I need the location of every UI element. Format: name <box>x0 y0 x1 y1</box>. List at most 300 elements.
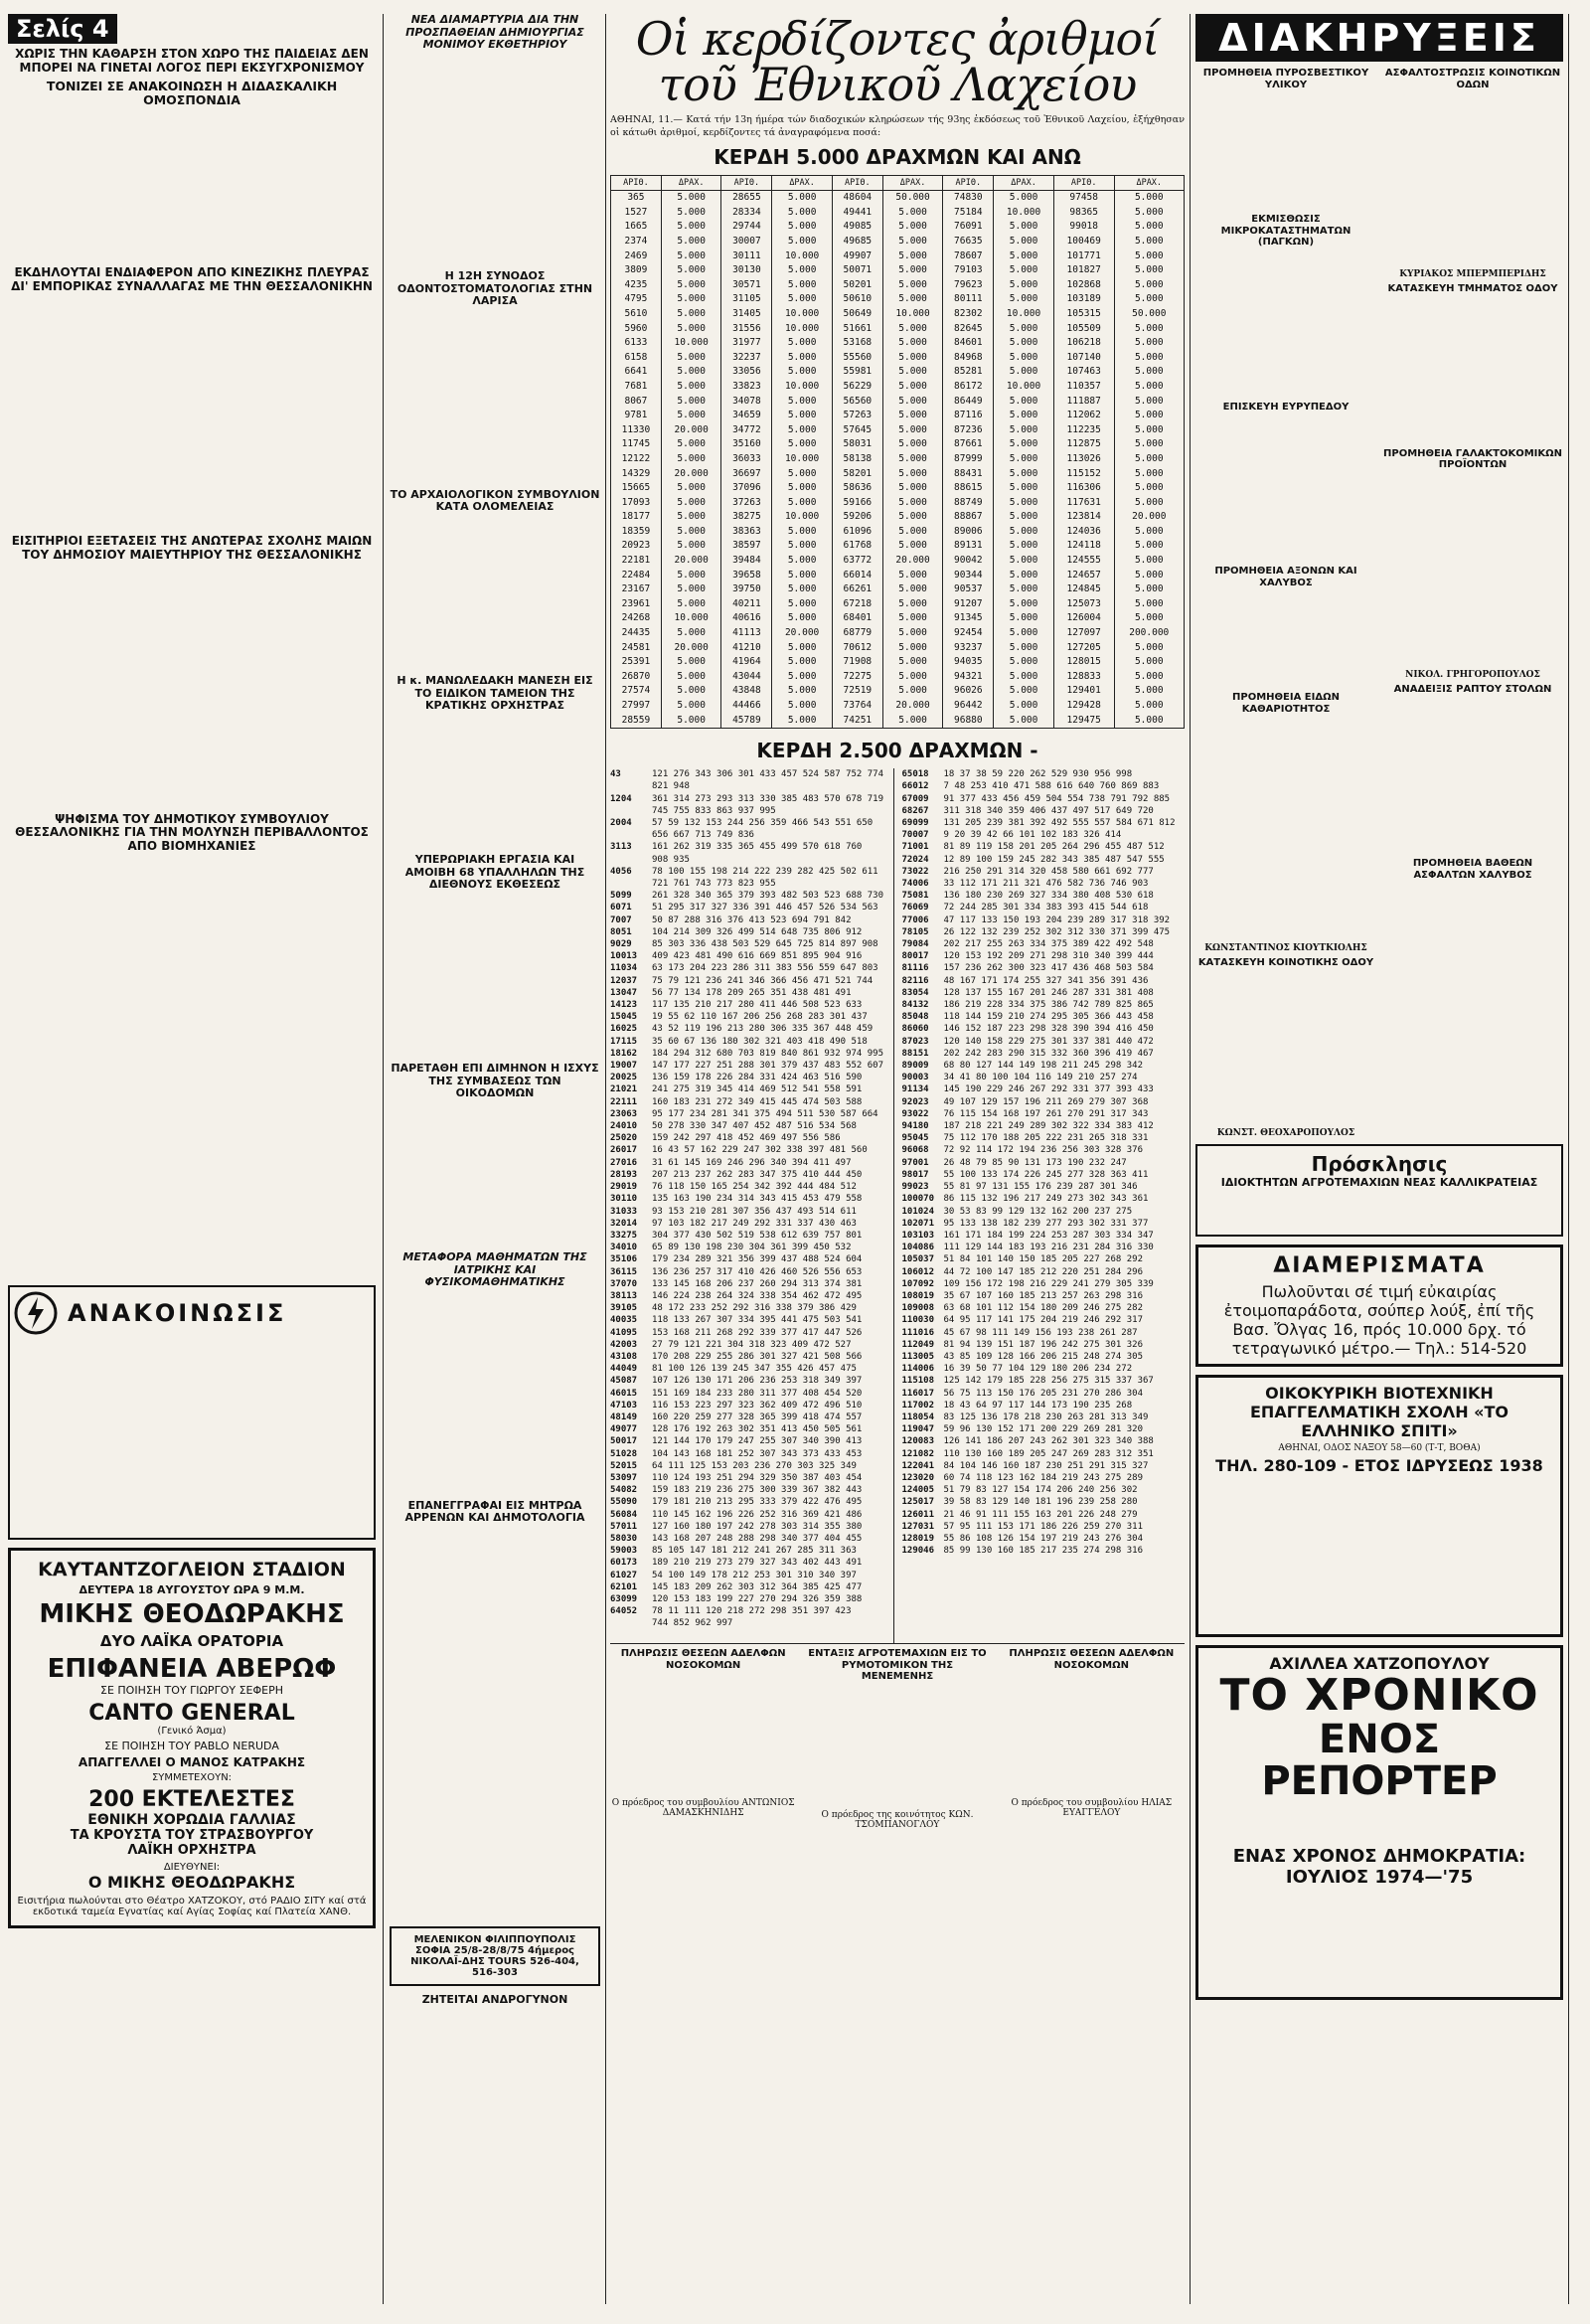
table-cell: 4795 <box>611 292 662 307</box>
notice-heading: ΚΑΤΑΣΚΕΥΗ ΚΟΙΝΟΤΙΚΗΣ ΟΔΟΥ <box>1197 957 1374 968</box>
table-cell: 5.000 <box>661 351 721 366</box>
table-cell: 50201 <box>832 278 882 293</box>
list-item-base: 30110 <box>610 1194 638 1205</box>
table-row <box>611 467 1185 482</box>
list-item <box>610 1411 893 1423</box>
book-subtitle: ΕΝΑΣ ΧΡΟΝΟΣ ΔΗΜΟΚΡΑΤΙΑ: ΙΟΥΛΙΟΣ 1974—'75 <box>1232 1845 1526 1888</box>
list-item-numbers: 821 948 <box>652 781 690 792</box>
table-cell: 44466 <box>721 699 772 714</box>
list-item <box>902 793 1186 805</box>
school-phone: ΤΗΛ. 280-109 - ΕΤΟΣ ΙΔΡΥΣΕΩΣ 1938 <box>1215 1455 1543 1475</box>
list-item-base: 116017 <box>901 1388 935 1399</box>
list-item-base: 68267 <box>901 805 929 816</box>
list-item-base: 59003 <box>610 1546 638 1557</box>
table-cell: 5.000 <box>772 235 833 249</box>
table-row <box>611 220 1185 235</box>
table-cell: 5.000 <box>1114 249 1184 264</box>
table-cell: 200.000 <box>1114 626 1184 641</box>
concert-participants: ΣΥΜΜΕΤΕΧΟΥΝ: <box>151 1771 233 1783</box>
table-row <box>611 670 1185 685</box>
list-item <box>610 1036 893 1048</box>
list-item-numbers: 81 94 139 151 187 196 242 275 301 326 <box>943 1339 1143 1350</box>
list-item-numbers: 186 219 228 334 375 386 742 789 825 865 <box>943 1000 1154 1011</box>
table-cell: 107463 <box>1053 365 1114 380</box>
table-cell: 5.000 <box>882 278 943 293</box>
table-cell: 5.000 <box>661 670 721 685</box>
article-text <box>1205 1189 1553 1229</box>
table-cell: 41113 <box>721 626 772 641</box>
table-cell: 86449 <box>943 395 994 410</box>
list-item-numbers: 39 58 83 129 140 181 196 239 258 280 <box>943 1497 1138 1508</box>
table-cell: 5.000 <box>772 292 833 307</box>
table-cell: 5.000 <box>882 582 943 597</box>
headline-zitreitai: ΖΗΤΕΙΤΑΙ ΑΝΔΡΟΓΥΝΟΝ <box>421 1993 568 2007</box>
list-item <box>610 1460 893 1472</box>
list-item-numbers: 27 79 121 221 304 318 323 409 472 527 <box>652 1339 852 1350</box>
table-cell: 5.000 <box>1114 365 1184 380</box>
table-cell: 18359 <box>611 525 662 540</box>
table-row <box>611 539 1185 554</box>
table-row <box>611 409 1185 423</box>
table-cell: 5.000 <box>882 626 943 641</box>
list-item-base: 45087 <box>610 1376 638 1387</box>
list-item <box>610 1448 893 1460</box>
table-cell: 68779 <box>832 626 882 641</box>
table-cell: 5.000 <box>1114 714 1184 729</box>
list-item <box>610 1484 893 1496</box>
list-item-numbers: 43 85 109 128 166 206 215 248 274 305 <box>943 1351 1143 1362</box>
table-cell: 5.000 <box>994 263 1054 278</box>
table-row <box>611 191 1185 206</box>
table-cell: 5.000 <box>994 670 1054 685</box>
table-cell: 99018 <box>1053 220 1114 235</box>
table-cell: 111887 <box>1053 395 1114 410</box>
list-item-numbers: 26 48 79 85 90 131 173 190 232 247 <box>943 1157 1127 1168</box>
table-cell: 20.000 <box>661 423 721 438</box>
table-cell: 5.000 <box>1114 582 1184 597</box>
table-cell: 5.000 <box>882 380 943 395</box>
table-cell: 103189 <box>1053 292 1114 307</box>
table-cell: 5.000 <box>661 380 721 395</box>
table-cell: 5.000 <box>772 206 833 221</box>
headline-maies: ΕΙΣΙΤΗΡΙΟΙ ΕΞΕΤΑΣΕΙΣ ΤΗΣ ΑΝΩΤΕΡΑΣ ΣΧΟΛΗΣ ΜΑΙΩΝ ΤΟΥ ΔΗΜΟΣΙΟΥ ΜΑΙΕΥΤΗΡΙΟΥ ΤΗΣ ΘΕΣΣΑΛΟΝΙΚΗΣ <box>11 533 373 562</box>
table-cell: 5.000 <box>994 510 1054 525</box>
table-cell: 5.000 <box>882 452 943 467</box>
table-cell: 37263 <box>721 496 772 511</box>
list-item-numbers: 31 61 145 169 246 296 340 394 411 497 <box>652 1157 852 1168</box>
table-cell: 5.000 <box>661 569 721 583</box>
table-cell: 5.000 <box>882 611 943 626</box>
list-item <box>902 1181 1186 1193</box>
list-item-base: 46015 <box>610 1388 638 1399</box>
table-cell: 75184 <box>943 206 994 221</box>
list-item <box>610 1072 893 1083</box>
list-item-numbers: 35 67 107 160 185 213 257 263 298 316 <box>943 1290 1143 1301</box>
list-item <box>902 829 1186 841</box>
list-item-numbers: 136 159 178 226 284 331 424 463 516 590 <box>652 1073 863 1083</box>
list-item-base: 32014 <box>610 1218 638 1229</box>
list-item-numbers: 143 168 207 248 288 298 340 377 404 455 <box>652 1533 863 1544</box>
table-cell: 87116 <box>943 409 994 423</box>
table-cell: 28655 <box>721 191 772 206</box>
table-cell: 5.000 <box>994 220 1054 235</box>
table-cell: 100469 <box>1053 235 1114 249</box>
table-cell: 5.000 <box>882 684 943 699</box>
list-item-numbers: 110 124 193 251 294 329 350 387 403 454 <box>652 1472 863 1483</box>
table-cell: 48604 <box>832 191 882 206</box>
table-row <box>611 481 1185 496</box>
table-row <box>611 684 1185 699</box>
article-text <box>390 719 600 848</box>
headline-symvaseis: ΠΑΡΕΤΑΘΗ ΕΠΙ ΔΙΜΗΝΟΝ Η ΙΣΧΥΣ ΤΗΣ ΣΥΜΒΑΣΕΩΣ ΤΩΝ ΟΙΚΟΔΟΜΩΝ <box>391 1061 599 1100</box>
table-cell: 2469 <box>611 249 662 264</box>
table-cell: 20.000 <box>661 467 721 482</box>
list-item-numbers: 75 79 121 236 241 346 366 456 471 521 744 <box>652 975 874 986</box>
list-item <box>902 1509 1186 1521</box>
invitation-text: ΙΔΙΟΚΤΗΤΩΝ ΑΓΡΟΤΕΜΑΧΙΩΝ ΝΕΑΣ ΚΑΛΛΙΚΡΑΤΕΙΑΣ <box>1220 1175 1538 1189</box>
headline-paideia: ΧΩΡΙΣ ΤΗΝ ΚΑΘΑΡΣΗ ΣΤΟΝ ΧΩΡΟ ΤΗΣ ΠΑΙΔΕΙΑΣ ΔΕΝ ΜΠΟΡΕΙ ΝΑ ΓΙΝΕΤΑΙ ΛΟΓΟΣ ΠΕΡΙ ΕΚΣΥΓΧΡΟΝΙΣΜΟΥ <box>15 47 369 75</box>
table-cell: 5.000 <box>994 714 1054 729</box>
list-item-numbers: 83 125 136 178 218 230 263 281 313 349 <box>943 1411 1149 1422</box>
table-cell: 107140 <box>1053 351 1114 366</box>
concert-venue: ΚΑΥΤΑΝΤΖΟΓΛΕΙΟΝ ΣΤΑΔΙΟΝ <box>38 1558 346 1580</box>
list-item-base: 43108 <box>610 1351 638 1362</box>
list-item-numbers: 104 143 168 181 252 307 343 373 433 453 <box>652 1448 863 1459</box>
list-item-base: 10013 <box>610 951 638 962</box>
table-cell: 10.000 <box>661 336 721 351</box>
table-cell: 87661 <box>943 437 994 452</box>
list-item-numbers: 117 135 210 217 280 411 446 508 523 633 <box>652 1000 863 1011</box>
table-row <box>611 235 1185 249</box>
list-item-numbers: 116 153 223 297 323 362 409 472 496 510 <box>652 1400 863 1411</box>
list-item-numbers: 261 328 340 365 379 393 482 503 523 688 730 <box>652 891 883 902</box>
table-cell: 5.000 <box>994 597 1054 612</box>
notice-signature: ΚΩΝΣΤΑΝΤΙΝΟΣ ΚΙΟΥΤΚΙΟΛΗΣ <box>1204 943 1367 953</box>
table-cell: 5.000 <box>661 699 721 714</box>
list-item <box>610 1011 893 1023</box>
table-cell: 59166 <box>832 496 882 511</box>
list-item <box>902 1460 1186 1472</box>
list-item <box>902 1060 1186 1072</box>
table-cell: 10.000 <box>772 249 833 264</box>
table-cell: 79623 <box>943 278 994 293</box>
list-item <box>610 1557 893 1569</box>
table-cell: 58636 <box>832 481 882 496</box>
table-cell: 36697 <box>721 467 772 482</box>
table-cell: 127205 <box>1053 641 1114 656</box>
table-cell: 5.000 <box>882 510 943 525</box>
list-item <box>610 1290 893 1302</box>
table-cell: 5960 <box>611 322 662 337</box>
table-cell: 5.000 <box>1114 569 1184 583</box>
list-item-base: 12037 <box>610 975 638 986</box>
table-cell: 5.000 <box>882 249 943 264</box>
table-cell: 127097 <box>1053 626 1114 641</box>
table-row <box>611 423 1185 438</box>
table-cell: 5.000 <box>994 409 1054 423</box>
list-item-base: 13047 <box>610 987 638 998</box>
table-cell: 40211 <box>721 597 772 612</box>
table-cell: 34772 <box>721 423 772 438</box>
list-item <box>610 950 893 962</box>
list-item-base: 9029 <box>610 939 632 950</box>
list-item-base: 124005 <box>901 1485 935 1496</box>
list-item-base: 79084 <box>901 939 929 950</box>
table-cell: 15665 <box>611 481 662 496</box>
list-item <box>902 805 1186 817</box>
list-item-numbers: 78 11 111 120 218 272 298 351 397 423 <box>652 1606 852 1617</box>
table-cell: 56229 <box>832 380 882 395</box>
list-item-numbers: 110 130 160 189 205 247 269 283 312 351 <box>943 1448 1154 1459</box>
table-cell: 63772 <box>832 554 882 569</box>
table-row <box>611 655 1185 670</box>
table-header-cell: ΑΡΙΘ. <box>943 176 994 191</box>
headline-orchestra: Η κ. ΜΑΝΩΛΕΔΑΚΗ ΜΑΝΕΣΗ ΕΙΣ ΤΟ ΕΙΔΙΚΟΝ ΤΑΜΕΙΟΝ ΤΗΣ ΚΡΑΤΙΚΗΣ ΟΡΧΗΣΤΡΑΣ <box>397 674 593 713</box>
list-item-base: 129046 <box>901 1546 935 1557</box>
column-divider <box>383 14 384 2304</box>
table-cell: 32237 <box>721 351 772 366</box>
list-item-numbers: 9 20 39 42 66 101 102 183 326 414 <box>943 830 1122 841</box>
list-item <box>902 1496 1186 1508</box>
list-item-numbers: 127 160 180 197 242 278 303 314 355 380 <box>652 1521 863 1532</box>
table-cell: 5.000 <box>772 496 833 511</box>
table-cell: 43044 <box>721 670 772 685</box>
list-item <box>902 1242 1186 1253</box>
table-cell: 5.000 <box>661 249 721 264</box>
book-title-1: ΤΟ ΧΡΟΝΙΚΟ <box>1219 1669 1539 1721</box>
list-item-numbers: 241 275 319 345 414 469 512 541 558 591 <box>652 1084 863 1095</box>
table-cell: 5.000 <box>772 409 833 423</box>
table-cell: 5.000 <box>1114 423 1184 438</box>
list-item-numbers: 145 183 209 262 303 312 364 385 425 477 <box>652 1581 863 1592</box>
table-cell: 55981 <box>832 365 882 380</box>
table-cell: 38597 <box>721 539 772 554</box>
table-cell: 37096 <box>721 481 772 496</box>
notice-heading: ΠΡΟΜΗΘΕΙΑ ΕΙΔΩΝ ΚΑΘΑΡΙΟΤΗΤΟΣ <box>1232 692 1340 715</box>
table-cell: 96880 <box>943 714 994 729</box>
list-item-base: 121082 <box>901 1448 935 1459</box>
notices-header: ΔΙΑΚΗΡΥΞΕΙΣ <box>1195 14 1563 62</box>
list-item <box>610 1593 893 1605</box>
list-item-numbers: 745 755 833 863 937 995 <box>652 805 776 816</box>
table-cell: 5.000 <box>661 452 721 467</box>
table-cell: 5.000 <box>772 684 833 699</box>
table-row <box>611 278 1185 293</box>
table-cell: 5.000 <box>994 292 1054 307</box>
list-item-base: 26017 <box>610 1145 638 1156</box>
table-cell: 30571 <box>721 278 772 293</box>
list-item <box>902 1230 1186 1242</box>
list-item-numbers: 49 107 129 157 196 211 269 279 307 368 <box>943 1096 1149 1107</box>
list-item-base: 95045 <box>901 1133 929 1144</box>
list-item-numbers: 409 423 481 490 616 669 851 895 904 916 <box>652 951 863 962</box>
table-row <box>611 611 1185 626</box>
table-cell: 78607 <box>943 249 994 264</box>
list-item <box>902 1545 1186 1557</box>
article-text <box>1382 90 1563 269</box>
list-item-base: 63099 <box>610 1594 638 1604</box>
list-item-base: 28193 <box>610 1169 638 1180</box>
list-item-base: 2004 <box>610 818 632 828</box>
table-cell: 30111 <box>721 249 772 264</box>
list-item-base: 33275 <box>610 1230 638 1241</box>
table-row <box>611 569 1185 583</box>
list-item-base: 83054 <box>901 987 929 998</box>
list-item <box>902 890 1186 902</box>
column-1 <box>8 14 376 2304</box>
concert-date: ΔΕΥΤΕΡΑ 18 ΑΥΓΟΥΣΤΟΥ ΩΡΑ 9 Μ.Μ. <box>79 1582 305 1596</box>
list-item-numbers: 26 122 132 239 252 302 312 330 371 399 475 <box>943 926 1171 937</box>
table-cell: 5.000 <box>994 351 1054 366</box>
table-cell: 28334 <box>721 206 772 221</box>
list-item-base: 96068 <box>901 1145 929 1156</box>
list-item-numbers: 120 153 183 199 227 270 294 326 359 388 <box>652 1594 863 1604</box>
list-item-numbers: 179 234 289 321 356 399 437 488 524 604 <box>652 1254 863 1265</box>
table-row <box>611 437 1185 452</box>
table-cell: 5.000 <box>882 336 943 351</box>
table-cell: 8067 <box>611 395 662 410</box>
table-cell: 39750 <box>721 582 772 597</box>
table-cell: 124555 <box>1053 554 1114 569</box>
table-cell: 17093 <box>611 496 662 511</box>
table-cell: 5.000 <box>772 263 833 278</box>
table-cell: 22181 <box>611 554 662 569</box>
table-row <box>611 365 1185 380</box>
list-item-base: 58030 <box>610 1533 638 1544</box>
table-cell: 90042 <box>943 554 994 569</box>
book-ad <box>1195 1645 1563 2000</box>
table-cell: 20.000 <box>882 699 943 714</box>
list-item-base: 67009 <box>901 793 929 804</box>
list-item <box>902 1435 1186 1447</box>
list-item-numbers: 18 37 38 59 220 262 529 930 956 998 <box>943 769 1133 780</box>
list-item-numbers: 133 145 168 206 237 260 294 313 374 381 <box>652 1278 863 1289</box>
headline-omospondia: ΤΟΝΙΖΕΙ ΣΕ ΑΝΑΚΟΙΝΩΣΗ Η ΔΙΔΑΣΚΑΛΙΚΗ ΟΜΟΣΠΟΝΔΙΑ <box>46 78 338 107</box>
list-item <box>610 1157 893 1169</box>
table-cell: 9781 <box>611 409 662 423</box>
list-item <box>902 1108 1186 1120</box>
table-cell: 49085 <box>832 220 882 235</box>
list-item-numbers: 43 52 119 196 213 280 306 335 367 448 459 <box>652 1024 874 1035</box>
list-item-base: 114006 <box>901 1364 935 1375</box>
table-cell: 88867 <box>943 510 994 525</box>
list-item-numbers: 47 117 133 150 193 204 239 289 317 318 392 <box>943 914 1171 925</box>
invitation-ad <box>1195 1144 1563 1237</box>
list-item-base: 49077 <box>610 1424 638 1435</box>
concert-choir2: ΤΑ ΚΡΟΥΣΤΑ ΤΟΥ ΣΤΡΑΣΒΟΥΡΓΟΥ <box>70 1827 314 1843</box>
list-item <box>610 1181 893 1193</box>
table-cell: 5.000 <box>994 611 1054 626</box>
table-header-cell: ΑΡΙΘ. <box>611 176 662 191</box>
list-item-base: 4056 <box>610 866 632 877</box>
table-cell: 124845 <box>1053 582 1114 597</box>
table-cell: 5.000 <box>1114 235 1184 249</box>
article-text <box>1195 249 1376 398</box>
list-item-base: 41095 <box>610 1327 638 1338</box>
list-item-base: 82116 <box>901 975 929 986</box>
table-cell: 55560 <box>832 351 882 366</box>
list-item-numbers: 81 100 126 139 245 347 355 426 457 475 <box>652 1364 857 1375</box>
list-item-numbers: 51 79 83 127 154 174 206 240 256 302 <box>943 1485 1138 1496</box>
list-item <box>610 1545 893 1557</box>
table-cell: 34078 <box>721 395 772 410</box>
list-item <box>902 1157 1186 1169</box>
table-cell: 5.000 <box>661 525 721 540</box>
table-cell: 35160 <box>721 437 772 452</box>
list-item <box>610 1193 893 1205</box>
list-item-numbers: 30 53 83 99 129 132 162 200 237 275 <box>943 1206 1133 1217</box>
list-item <box>902 999 1186 1011</box>
list-item <box>610 902 893 913</box>
headline-psifisma: ΨΗΦΙΣΜΑ ΤΟΥ ΔΗΜΟΤΙΚΟΥ ΣΥΜΒΟΥΛΙΟΥ ΘΕΣΣΑΛΟΝΙΚΗΣ ΓΙΑ ΤΗΝ ΜΟΛΥΝΣΗ ΠΕΡΙΒΑΛΛΟΝΤΟΣ ΑΠΟ ΒΙΟΜΗΧΑΝΙΕΣ <box>15 811 369 854</box>
list-item-base: 94180 <box>901 1121 929 1132</box>
list-item-base: 21021 <box>610 1084 638 1095</box>
list-item <box>902 1193 1186 1205</box>
table-cell: 5.000 <box>994 699 1054 714</box>
table-cell: 24581 <box>611 641 662 656</box>
list-item-numbers: 85 105 147 181 212 241 267 285 311 363 <box>652 1546 857 1557</box>
list-item <box>902 1218 1186 1230</box>
table-cell: 79103 <box>943 263 994 278</box>
table-cell: 96026 <box>943 684 994 699</box>
table-cell: 5.000 <box>772 655 833 670</box>
table-cell: 94321 <box>943 670 994 685</box>
table-cell: 5.000 <box>994 655 1054 670</box>
table-cell: 5.000 <box>994 554 1054 569</box>
table-cell: 84601 <box>943 336 994 351</box>
article-text <box>1206 1892 1552 1991</box>
list-item <box>610 1388 893 1400</box>
table-cell: 38363 <box>721 525 772 540</box>
list-item-numbers: 153 168 211 268 292 339 377 417 447 526 <box>652 1327 863 1338</box>
table-cell: 89006 <box>943 525 994 540</box>
table-cell: 5.000 <box>772 481 833 496</box>
table-cell: 90344 <box>943 569 994 583</box>
list-item-base: 77006 <box>901 914 929 925</box>
concert-artist: ΜΙΚΗΣ ΘΕΟΔΩΡΑΚΗΣ <box>39 1598 345 1629</box>
table-cell: 49685 <box>832 235 882 249</box>
table-header-cell: ΑΡΙΘ. <box>1053 176 1114 191</box>
article-text <box>390 1295 600 1494</box>
table-cell: 10.000 <box>661 611 721 626</box>
table-cell: 128015 <box>1053 655 1114 670</box>
table-cell: 61768 <box>832 539 882 554</box>
list-item-numbers: 104 214 309 326 499 514 648 735 806 912 <box>652 926 863 937</box>
table-cell: 5.000 <box>994 452 1054 467</box>
list-item-numbers: 136 236 257 317 410 426 460 526 556 653 <box>652 1266 863 1277</box>
list-item-numbers: 161 262 319 335 365 455 499 570 618 760 <box>652 842 863 853</box>
table-cell: 112875 <box>1053 437 1114 452</box>
concert-ad <box>8 1548 376 1928</box>
table-cell: 5.000 <box>772 220 833 235</box>
article-text <box>999 1671 1185 1798</box>
table-row <box>611 263 1185 278</box>
list-item <box>610 780 893 792</box>
list-item <box>610 1472 893 1484</box>
table-cell: 50.000 <box>1114 307 1184 322</box>
table-body <box>611 191 1185 729</box>
list-item-base: 15045 <box>610 1012 638 1023</box>
masthead-label: Σελίς 4 <box>16 15 109 43</box>
table-cell: 5.000 <box>882 395 943 410</box>
list-item <box>902 1144 1186 1156</box>
table-cell: 5.000 <box>1114 220 1184 235</box>
article-text <box>1206 1479 1552 1628</box>
table-cell: 61096 <box>832 525 882 540</box>
table-cell: 5.000 <box>772 611 833 626</box>
concert-orchestra: ΛΑΪΚΗ ΟΡΧΗΣΤΡΑ <box>127 1842 256 1858</box>
list-item-numbers: 12 89 100 159 245 282 343 385 487 547 555 <box>943 854 1165 865</box>
